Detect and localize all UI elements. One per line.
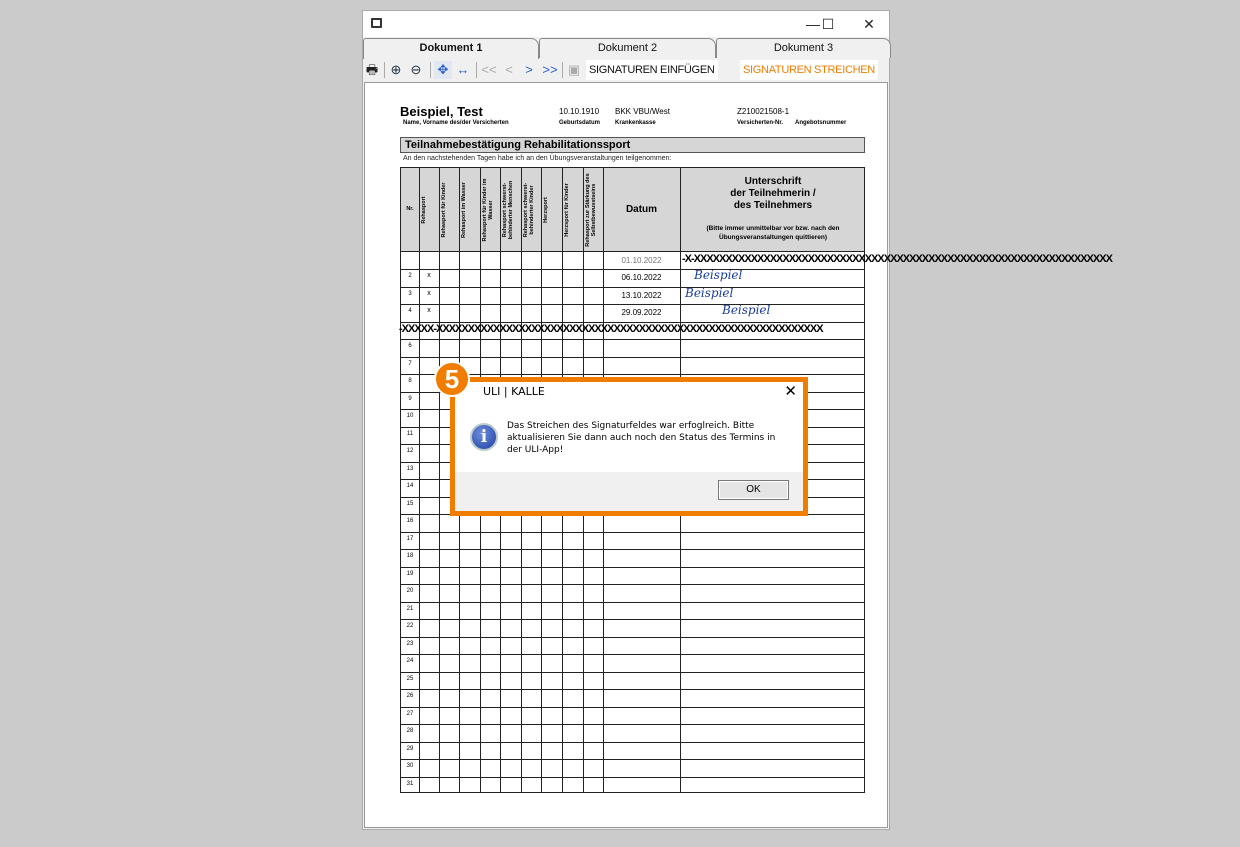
row-mark: x <box>427 272 431 280</box>
signature-header: des Teilnehmers <box>733 200 813 211</box>
row-number: 2 <box>408 273 412 280</box>
row-divider <box>401 532 864 533</box>
form-title: Teilnahmebestätigung Rehabilitationssport <box>400 137 865 153</box>
close-button[interactable]: ✕ <box>863 16 875 32</box>
row-number: 17 <box>406 535 414 542</box>
dialog-footer <box>455 472 803 511</box>
row-number: 26 <box>406 693 414 700</box>
column-header: Rehasport für Kinder im Wasser <box>482 178 494 242</box>
row-divider <box>401 619 864 620</box>
birthdate: 10.10.1910 <box>559 107 600 116</box>
column-header: Herzsport für Kinder <box>564 183 570 237</box>
name-label: Name, Vorname des/der Versicherten <box>403 120 509 126</box>
dialog-close-button[interactable]: ✕ <box>784 383 797 400</box>
strike-signatures-button[interactable]: SIGNATUREN STREICHEN <box>740 60 878 80</box>
app-icon <box>371 18 382 28</box>
row-divider <box>401 724 864 725</box>
prev-page-icon[interactable]: < <box>505 62 513 77</box>
zoom-in-icon[interactable]: ⊕ <box>390 62 402 77</box>
column-header: Herzsport <box>543 197 549 223</box>
row-divider <box>401 707 864 708</box>
info-icon: i <box>470 423 498 451</box>
maximize-button[interactable]: ☐ <box>821 16 835 32</box>
row-number: 14 <box>406 483 414 490</box>
row-signature: Beispiel <box>722 303 771 318</box>
row-number: 19 <box>406 570 414 577</box>
insurer-label: Krankenkasse <box>615 120 656 126</box>
ok-button[interactable]: OK <box>718 480 789 500</box>
row-divider <box>401 269 864 270</box>
move-icon[interactable]: ✥ <box>434 61 452 79</box>
signature-note: (Bitte immer unmittelbar vor bzw. nach den Übungsveranstaltungen quittieren) <box>706 225 840 241</box>
row-divider <box>401 742 864 743</box>
row-divider <box>401 637 864 638</box>
row-number: 16 <box>406 518 414 525</box>
row-number: 10 <box>406 413 414 420</box>
row-number: 9 <box>408 395 412 402</box>
row-number: 18 <box>406 553 414 560</box>
row-number: 13 <box>406 465 414 472</box>
row-date: 13.10.2022 <box>621 290 662 300</box>
signature-header: der Teilnehmerin / <box>730 188 816 199</box>
row-number: 30 <box>406 763 414 770</box>
row-divider <box>401 654 864 655</box>
signature-header: Unterschrift <box>744 176 802 187</box>
toolbar <box>363 59 889 81</box>
offer-number-label: Angebotsnummer <box>795 120 847 126</box>
row-number: 4 <box>408 308 412 315</box>
step-badge: 5 <box>434 361 470 397</box>
row-number: 3 <box>408 290 412 297</box>
last-page-icon[interactable]: >> <box>542 62 558 77</box>
row-number: 25 <box>406 675 414 682</box>
struck-row: -X-XXXXXXXXXXXXXXXXXXXXXXXXXXXXXXXXXXXXXXXXXXXXXXXXXXXXXXXXXXXXXXXXXX <box>682 253 1112 265</box>
row-number: 7 <box>408 360 412 367</box>
row-divider <box>401 339 864 340</box>
row-divider <box>401 672 864 673</box>
row-signature: Beispiel <box>694 268 743 283</box>
dialog-message: Das Streichen des Signaturfeldes war erfoglreich. Bitte aktualisieren Sie dann auch noch den Status des Termins in der ULI-App! <box>507 421 776 455</box>
row-number: 11 <box>406 430 414 437</box>
row-number: 8 <box>408 378 412 385</box>
row-number: 21 <box>406 605 414 612</box>
column-header: Rehasport <box>421 196 427 224</box>
message-dialog <box>450 377 808 516</box>
column-header-nr: Nr. <box>406 206 414 212</box>
row-number: 23 <box>406 640 414 647</box>
row-date: 29.09.2022 <box>621 308 662 318</box>
tab-dokument-3[interactable]: Dokument 3 <box>716 38 891 58</box>
insured-number-label: Versicherten-Nr. <box>737 120 784 126</box>
row-number: 28 <box>406 728 414 735</box>
next-page-icon[interactable]: > <box>525 62 533 77</box>
row-number: 6 <box>408 343 412 350</box>
row-divider <box>401 584 864 585</box>
row-divider <box>401 602 864 603</box>
struck-row: -XXXXX-XXXXXXXXXXXXXXXXXXXXXXXXXXXXXXXXXXXXXXXXXXXXXXXXXXXXXXXXXXXXX <box>399 322 823 335</box>
row-mark: x <box>427 307 431 315</box>
zoom-out-icon[interactable]: ⊖ <box>410 62 422 77</box>
fit-width-icon[interactable]: ↔ <box>456 62 470 77</box>
insert-signatures-button[interactable]: SIGNATUREN EINFÜGEN <box>586 60 718 80</box>
row-divider <box>401 759 864 760</box>
row-number: 29 <box>406 745 414 752</box>
column-header: Rehasport im Wasser <box>461 181 467 239</box>
column-header: Rehasport zur Stärkung des Selbstbewusstseins <box>585 173 597 247</box>
row-number: 20 <box>406 588 414 595</box>
row-number: 12 <box>406 448 414 455</box>
row-divider <box>401 567 864 568</box>
row-divider <box>401 357 864 358</box>
minimize-button[interactable]: — <box>806 16 820 32</box>
row-date: 06.10.2022 <box>621 273 662 283</box>
form-intro: An den nachstehenden Tagen habe ich an den Übungsveranstaltungen teilgenommen: <box>403 155 672 162</box>
tab-dokument-1[interactable]: Dokument 1 <box>363 38 539 59</box>
row-date: 01.10.2022 <box>621 256 662 265</box>
row-divider <box>401 777 864 778</box>
row-number: 31 <box>406 780 414 787</box>
row-divider <box>401 689 864 690</box>
column-header: Rehasport schwerst-behinderter Kinder <box>523 182 535 238</box>
print-icon[interactable]: 🖶 <box>365 62 379 77</box>
dialog-title: ULI | KALLE <box>483 385 545 398</box>
row-divider <box>401 304 864 305</box>
row-number: 24 <box>406 658 414 665</box>
row-divider <box>401 287 864 288</box>
row-number: 27 <box>406 710 414 717</box>
tab-dokument-2[interactable]: Dokument 2 <box>539 38 716 58</box>
form-icon[interactable]: ▣ <box>567 62 581 77</box>
first-page-icon[interactable]: << <box>481 62 497 77</box>
insurer: BKK VBU/West <box>615 107 670 116</box>
row-divider <box>401 549 864 550</box>
birthdate-label: Geburtsdatum <box>559 120 601 126</box>
column-header: Rehasport für Kinder <box>441 182 447 238</box>
row-divider <box>401 374 864 375</box>
title-bar <box>363 11 889 37</box>
row-number: 22 <box>406 623 414 630</box>
column-header: Rehasport schwerst-behinderter Menschen <box>502 180 514 240</box>
row-signature: Beispiel <box>685 285 734 300</box>
insured-number: Z210021508-1 <box>737 107 790 116</box>
row-mark: x <box>427 289 431 297</box>
insured-name: Beispiel, Test <box>400 104 483 119</box>
row-number: 15 <box>406 500 414 507</box>
column-header-datum: Datum <box>625 204 658 215</box>
